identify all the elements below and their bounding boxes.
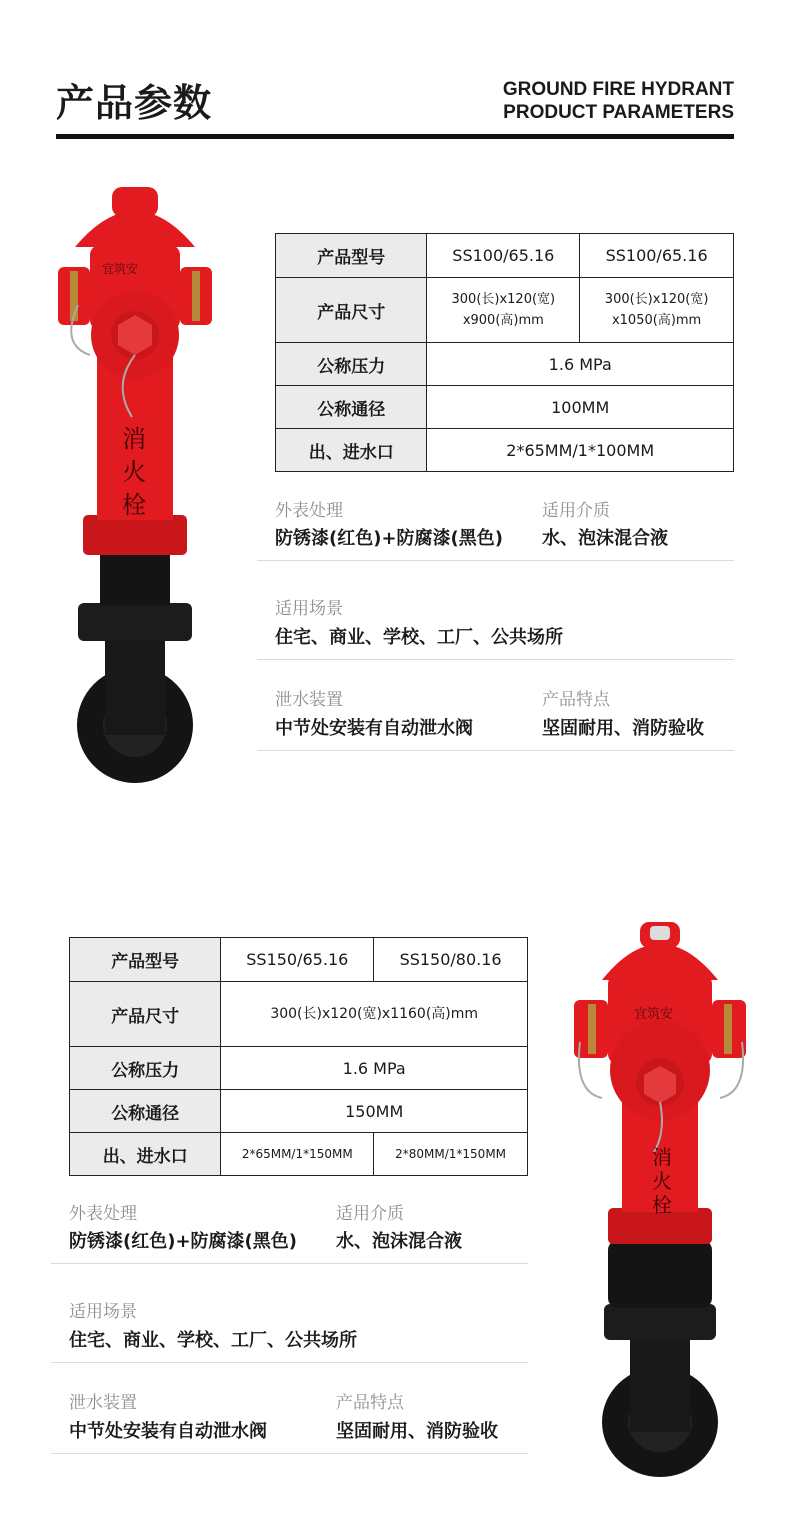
outlet-value: 2*65MM/1*100MM [427,429,734,472]
model-value-a: SS100/65.16 [427,234,580,278]
pressure-label: 公称压力 [70,1047,221,1090]
surface-value: 防锈漆(红色)+防腐漆(黑色) [69,1231,297,1252]
subtitle-line-1: GROUND FIRE HYDRANT [502,79,734,100]
info-row-surface [51,1193,528,1264]
size-a-line-1: 300(长)x120(宽) [451,292,556,307]
size-value: 300(长)x120(宽)x1160(高)mm [221,982,528,1047]
size-value-b [580,278,734,343]
size-a-line-2: x900(高)mm [462,313,544,328]
cap-label: 宜筑安 [634,1007,674,1022]
feature-label: 产品特点 [542,690,610,710]
pressure-value: 1.6 MPa [221,1047,528,1090]
table-row [276,278,734,343]
info-row-drain [51,1384,528,1454]
surface-label: 外表处理 [275,501,343,521]
info-row-drain [257,681,734,751]
diameter-label: 公称通径 [70,1090,221,1133]
drain-label: 泄水装置 [275,690,343,710]
fire-hydrant-image-1 [50,185,220,787]
spec-table-1 [275,233,734,472]
drain-value: 中节处安装有自动泄水阀 [275,718,473,739]
diameter-label: 公称通径 [276,386,427,429]
subtitle-line-2: PRODUCT PARAMETERS [503,102,734,123]
body-char-3: 栓 [652,1193,672,1217]
medium-label: 适用介质 [542,501,610,521]
pressure-value: 1.6 MPa [427,343,734,386]
table-row [70,1133,528,1176]
fire-hydrant-image-2 [572,922,748,1482]
medium-value: 水、泡沫混合液 [542,528,668,549]
body-char-2: 火 [652,1169,672,1193]
size-value-a [427,278,580,343]
body-char-2: 火 [122,458,146,486]
medium-value: 水、泡沫混合液 [336,1231,462,1252]
outlet-value-a: 2*65MM/1*150MM [221,1133,374,1176]
surface-label: 外表处理 [69,1204,137,1224]
size-label: 产品尺寸 [70,982,221,1047]
info-row-surface [257,490,734,561]
pressure-label: 公称压力 [276,343,427,386]
scene-label: 适用场景 [275,599,343,619]
diameter-value: 100MM [427,386,734,429]
table-row [276,343,734,386]
outlet-label: 出、进水口 [70,1133,221,1176]
outlet-value-b: 2*80MM/1*150MM [374,1133,528,1176]
model-label: 产品型号 [276,234,427,278]
scene-value: 住宅、商业、学校、工厂、公共场所 [69,1330,357,1351]
body-char-1: 消 [122,425,146,453]
table-row [70,1090,528,1133]
spec-table-2 [69,937,528,1176]
feature-value: 坚固耐用、消防验收 [336,1421,498,1442]
scene-label: 适用场景 [69,1302,137,1322]
header-divider [56,134,734,139]
feature-value: 坚固耐用、消防验收 [542,718,704,739]
page-subtitle [503,78,734,124]
model-value-a: SS150/65.16 [221,938,374,982]
table-row [70,1047,528,1090]
table-row [70,982,528,1047]
diameter-value: 150MM [221,1090,528,1133]
outlet-label: 出、进水口 [276,429,427,472]
table-row [70,938,528,982]
drain-label: 泄水装置 [69,1393,137,1413]
info-row-scene [51,1293,528,1363]
model-label: 产品型号 [70,938,221,982]
page-title: 产品参数 [56,81,213,125]
table-row [276,234,734,278]
table-row [276,429,734,472]
body-char-3: 栓 [122,491,146,519]
scene-value: 住宅、商业、学校、工厂、公共场所 [275,627,563,648]
feature-label: 产品特点 [336,1393,404,1413]
table-row [276,386,734,429]
drain-value: 中节处安装有自动泄水阀 [69,1421,267,1442]
size-b-line-1: 300(长)x120(宽) [604,292,709,307]
model-value-b: SS150/80.16 [374,938,528,982]
size-b-line-2: x1050(高)mm [611,313,702,328]
body-char-1: 消 [652,1145,672,1169]
model-value-b: SS100/65.16 [580,234,734,278]
cap-label: 宜筑安 [102,262,139,276]
size-label: 产品尺寸 [276,278,427,343]
info-row-scene [257,590,734,660]
surface-value: 防锈漆(红色)+防腐漆(黑色) [275,528,503,549]
medium-label: 适用介质 [336,1204,404,1224]
